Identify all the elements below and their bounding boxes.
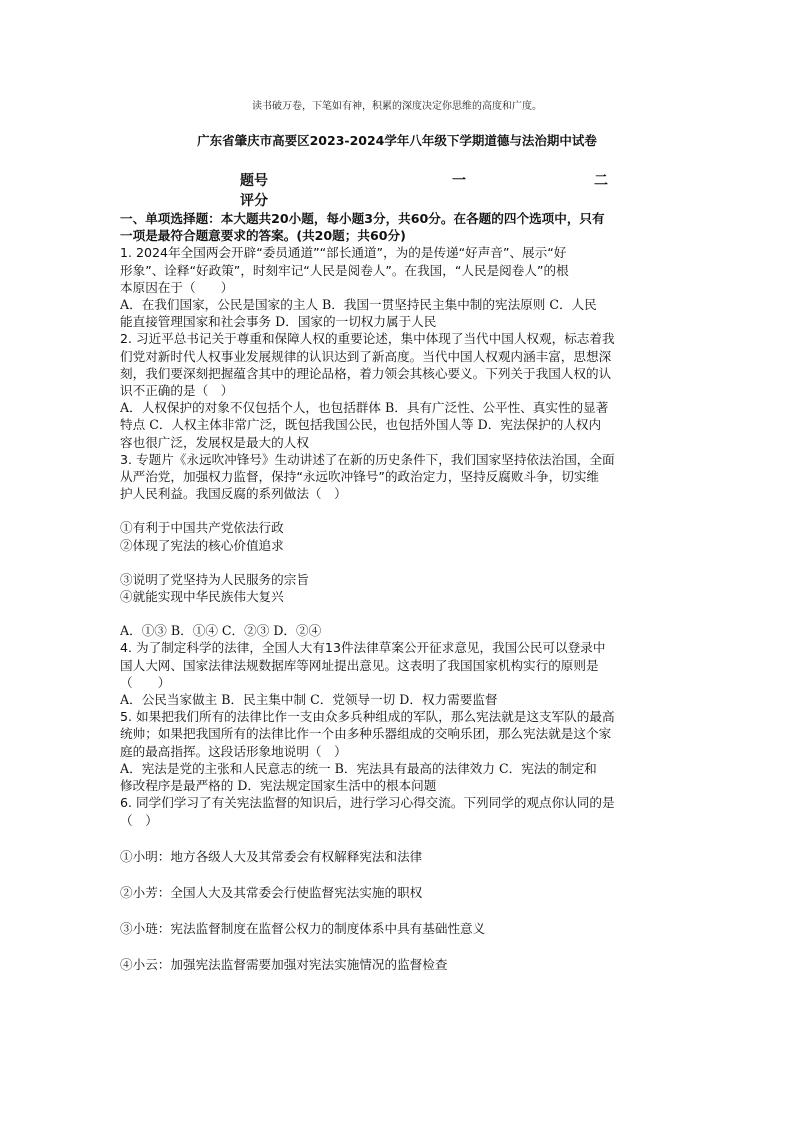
exam-title: 广东省肇庆市高要区2023-2024学年八年级下学期道德与法治期中试卷 [197,133,597,148]
question-text: （ ） [120,812,158,828]
statement-item: ①小明：地方各级人大及其常委会有权解释宪法和法律 [120,848,423,864]
section-heading: 一项是最符合题意要求的答案。(共20题；共60分) [120,228,406,244]
question-text: 1. 2024年全国两会开辟“委员通道”“部长通道”，为的是传递“好声音”、展示“好 [120,245,567,261]
motto-line: 读书破万卷，下笔如有神，积累的深度决定你思维的高度和广度。 [252,101,542,112]
statement-item: ③小琏：宪法监督制度在监督公权力的制度体系中具有基础性意义 [120,921,486,937]
answer-options: A．公民当家做主 B．民主集中制 C．党领导一切 D．权力需要监督 [120,692,498,708]
question-text: 庭的最高指挥。这段话形象地说明（ ） [120,743,347,759]
exam-content [120,210,680,974]
answer-options: 特点 C．人权主体非常广泛，既包括我国公民，也包括外国人等 D．宪法保护的人权内 [120,417,602,433]
question-text: 2. 习近平总书记关于尊重和保障人权的重要论述，集中体现了当代中国人权观，标志着我 [120,331,615,347]
question-text: （ ） [120,674,171,690]
question-text: 5. 如果把我们所有的法律比作一支由众多兵种组成的军队，那么宪法就是这支军队的最高 [120,709,615,725]
answer-options: A．在我们国家，公民是国家的主人 B．我国一贯坚持民主集中制的宪法原则 C．人民 [120,297,597,313]
question-text: 本原因在于（ ） [120,279,234,295]
question-text: 4. 为了制定科学的法律，全国人大有13件法律草案公开征求意见，我国公民可以登录中 [120,640,606,656]
question-text: 3. 专题片《永远吹冲锋号》生动讲述了在新的历史条件下，我们国家坚持依法治国，全面 [120,451,615,467]
section-heading: 一、单项选择题：本大题共20小题，每小题3分，共60分。在各题的四个选项中，只有 [120,211,605,226]
question-text: 护人民利益。我国反腐的系列做法（ ） [120,486,347,502]
question-text: 形象”、诠释“好政策”，时刻牢记“人民是阅卷人”。在我国，“人民是阅卷人”的根 [120,262,569,278]
question-text: 刻，我们要深刻把握蕴含其中的理论品格，着力领会其核心要义。下列关于我国人权的认 [120,365,612,381]
score-label-score: 评分 [240,193,268,209]
question-text: 从严治党，加强权力监督，保持“永远吹冲锋号”的政治定力，坚持反腐败斗争，切实维 [120,469,600,485]
question-text: 统帅；如果把我国所有的法律比作一个由多种乐器组成的交响乐团，那么宪法就是这个家 [120,726,612,742]
statement-item: ②体现了宪法的核心价值追求 [120,537,284,553]
answer-options: 修改程序是最严格的 D．宪法规定国家生活中的根本问题 [120,778,437,794]
statement-item: ③说明了党坚持为人民服务的宗旨 [120,571,309,587]
answer-options: 容也很广泛，发展权是最大的人权 [120,434,309,450]
statement-item: ④小云：加强宪法监督需要加强对宪法实施情况的监督检查 [120,957,448,973]
statement-item: ④就能实现中华民族伟大复兴 [120,589,284,605]
answer-options: 能直接管理国家和社会事务 D．国家的一切权力属于人民 [120,314,437,330]
question-text: 国人大网、国家法律法规数据库等网址提出意见。这表明了我国国家机构实行的原则是 [120,657,599,673]
question-text: 6. 同学们学习了有关宪法监督的知识后，进行学习心得交流。下列同学的观点你认同的是 [120,795,615,811]
statement-item: ②小芳：全国人大及其常委会行使监督宪法实施的职权 [120,884,423,900]
score-col-2: 二 [594,173,608,189]
question-text: 们党对新时代人权事业发展规律的认识达到了新高度。当代中国人权观内涵丰富，思想深 [120,348,612,364]
score-col-1: 一 [452,173,466,189]
answer-options: A．人权保护的对象不仅包括个人，也包括群体 B．具有广泛性、公平性、真实性的显著 [120,400,609,416]
answer-options: A．宪法是党的主张和人民意志的统一 B．宪法具有最高的法律效力 C．宪法的制定和 [120,760,597,776]
score-label-question: 题号 [240,173,268,189]
question-text: 识不正确的是（ ） [120,383,234,399]
answer-options: A．①③ B．①④ C．②③ D．②④ [120,623,322,639]
statement-item: ①有利于中国共产党依法行政 [120,520,284,536]
